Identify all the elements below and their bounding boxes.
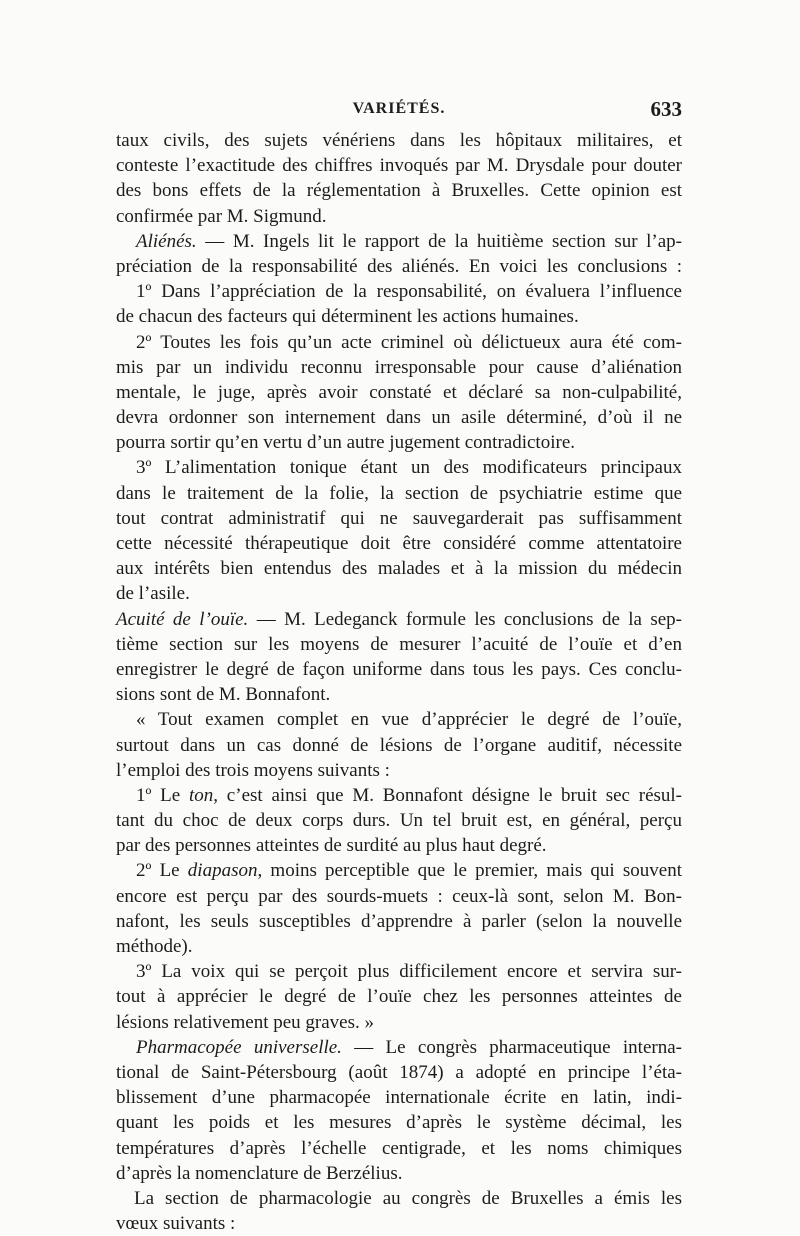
text-line: sions sont de M. Bonnafont.	[116, 684, 331, 706]
running-head	[116, 97, 682, 126]
text-line: cette nécessité thérapeutique doit être considéré comme attentatoire	[116, 533, 682, 554]
text-line: La section de pharmacologie au congrès de Bruxelles a émis les	[134, 1187, 682, 1209]
text-line: conteste l’exactitude des chiffres invoqués par M. Drysdale pour douter	[116, 155, 682, 177]
section-heading-line: Pharmacopée universelle. — Le congrès pharmaceutique interna-	[136, 1036, 682, 1058]
text-line: 1º Le ton, c’est ainsi que M. Bonnafont désigne le bruit sec résul-	[136, 784, 683, 806]
text-line: de l’asile.	[116, 583, 190, 605]
section-heading-line: Acuité de l’ouïe. — M. Ledeganck formule les conclusions de la sep-	[116, 608, 683, 630]
term-ton: ton	[189, 784, 214, 806]
section-heading-acuite: Acuité de l’ouïe.	[116, 608, 249, 630]
text-line: blissement d’une pharmacopée internationale écrite en latin, indi-	[116, 1087, 682, 1109]
text-line: lésions relativement peu graves. »	[116, 1011, 375, 1033]
text-line: de chacun des facteurs qui déterminent les actions humaines.	[116, 306, 579, 328]
text-line: devra ordonner son internement dans un asile déterminé, d’où il ne	[116, 407, 682, 429]
text-line: 2º Le diapason, moins perceptible que le premier, mais qui souvent	[136, 860, 682, 882]
text-line: 1º Dans l’appréciation de la responsabilité, on évaluera l’influence	[136, 281, 682, 303]
text-line: tional de Saint-Pétersbourg (août 1874) a adopté en principe l’éta-	[116, 1061, 682, 1083]
text-line: préciation de la responsabilité des aliénés. En voici les conclusions :	[116, 255, 682, 277]
text-line: 3º L’alimentation tonique étant un des modificateurs principaux	[136, 457, 682, 479]
section-heading-line: Aliénés. — M. Ingels lit le rapport de la huitième section sur l’ap-	[136, 230, 682, 252]
text-line: encore est perçu par des sourds-muets : ceux-là sont, selon M. Bon-	[116, 885, 682, 907]
text-line: 2º Toutes les fois qu’un acte criminel où délictueux aura été com-	[136, 331, 682, 353]
text-line: mis par un individu reconnu irresponsable pour cause d’aliénation	[116, 356, 682, 378]
text-line: mentale, le juge, après avoir constaté et déclaré sa non-culpabilité,	[116, 381, 682, 403]
text-line: par des personnes atteintes de surdité au plus haut degré.	[116, 835, 547, 857]
text-line: taux civils, des sujets vénériens dans les hôpitaux militaires, et	[116, 130, 682, 151]
text-line: vœux suivants :	[116, 1213, 236, 1235]
text-line: tout contrat administratif qui ne sauvegarderait pas suffisamment	[116, 507, 682, 529]
text-line: méthode).	[116, 936, 193, 957]
body-text	[116, 128, 682, 1236]
text-line: d’après la nomenclature de Berzélius.	[116, 1162, 403, 1184]
text-line: 3º La voix qui se perçoit plus difficilement encore et servira sur-	[136, 961, 682, 983]
text-line: nafont, les seuls susceptibles d’apprendre à parler (selon la nouvelle	[116, 910, 682, 932]
text-line: surtout dans un cas donné de lésions de l’organe auditif, nécessite	[116, 734, 682, 756]
text-line: quant les poids et les mesures d’après le système décimal, les	[116, 1112, 682, 1134]
page-number: 633	[650, 97, 682, 121]
text-line: confirmée par M. Sigmund.	[116, 205, 327, 227]
text-line: tième section sur les moyens de mesurer l’acuité de l’ouïe et d’en	[116, 633, 682, 655]
text-line: pourra sortir qu’en vertu d’un autre jugement contradictoire.	[116, 432, 575, 454]
text-line: enregistrer le degré de façon uniforme dans tous les pays. Ces conclu-	[116, 658, 682, 680]
text-line: tant du choc de deux corps durs. Un tel bruit est, en général, perçu	[116, 810, 682, 832]
running-title: VARIÉTÉS.	[352, 100, 446, 117]
text-line: températures d’après l’échelle centigrade, et les noms chimiques	[116, 1137, 682, 1159]
section-heading-pharmacopee: Pharmacopée universelle.	[136, 1036, 342, 1058]
text-line: tout à apprécier le degré de l’ouïe chez les personnes atteintes de	[116, 986, 682, 1008]
section-heading-alienes: Aliénés.	[136, 230, 197, 252]
text-line: des bons effets de la réglementation à Bruxelles. Cette opinion est	[116, 180, 682, 202]
text-line: « Tout examen complet en vue d’apprécier le degré de l’ouïe,	[136, 709, 682, 731]
term-diapason: diapason	[187, 860, 258, 882]
text-line: l’emploi des trois moyens suivants :	[116, 759, 390, 781]
text-line: dans le traitement de la folie, la section de psychiatrie estime que	[116, 482, 682, 504]
text-line: aux intérêts bien entendus des malades et à la mission du médecin	[116, 558, 682, 580]
